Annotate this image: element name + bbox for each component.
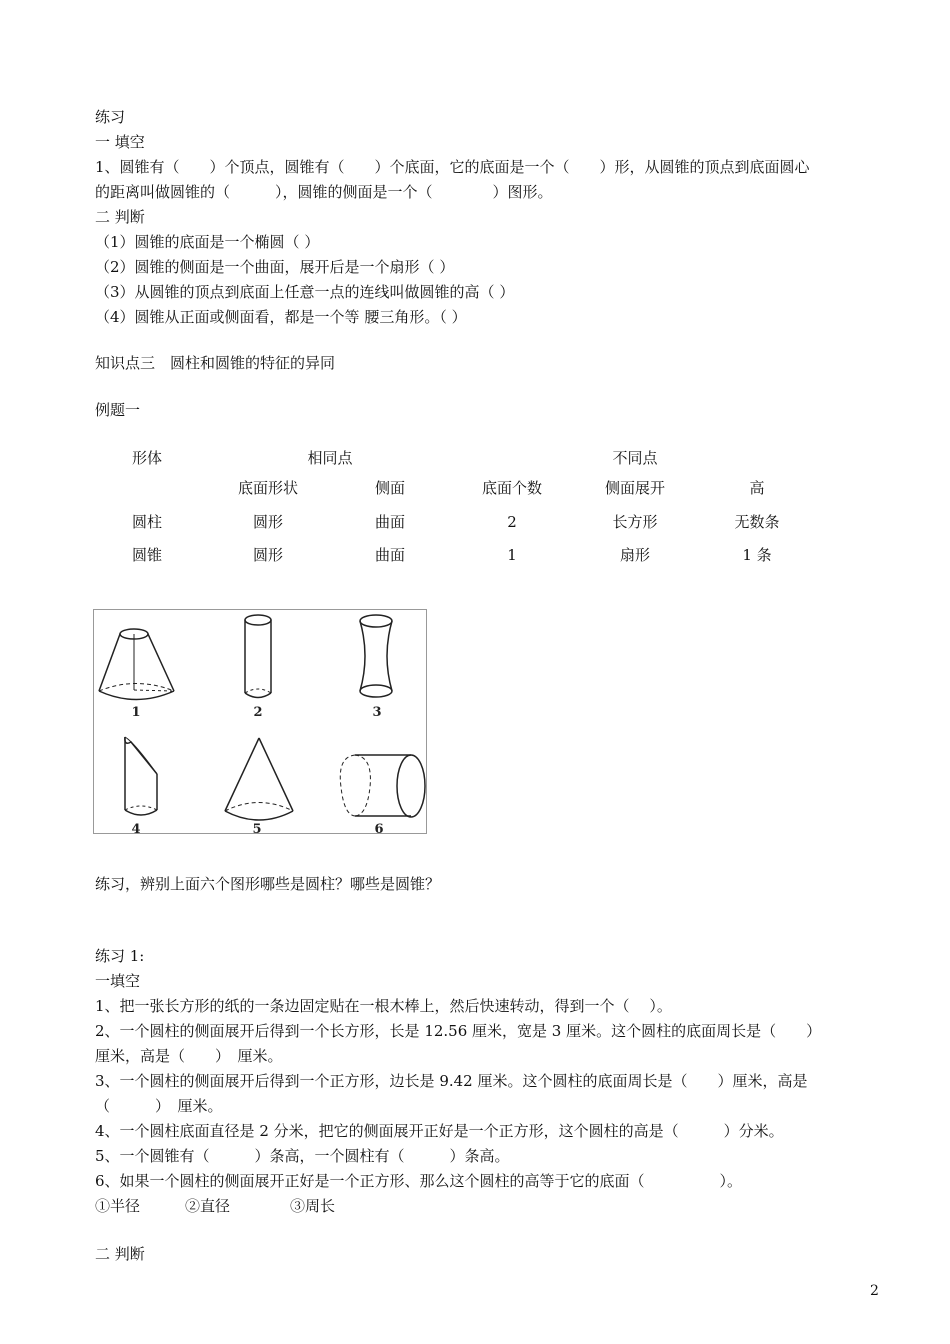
figure-label-6: 6 — [374, 822, 384, 835]
section2-line-6: 4、一个圆柱底面直径是 2 分米，把它的侧面展开正好是一个正方形，这个圆柱的高是（ ）分米。 — [95, 1122, 784, 1140]
table-header-base-shape: 底面形状 — [237, 479, 298, 497]
section2-line-7: 5、一个圆锥有（ ）条高，一个圆柱有（ ）条高。 — [95, 1147, 510, 1165]
table-cell: 圆形 — [252, 513, 283, 531]
horizontal-cylinder-shape — [340, 755, 425, 817]
fill-heading: 一 填空 — [95, 133, 145, 151]
table-row-cylinder-name: 圆柱 — [131, 513, 162, 531]
fill-question-1-line1: 1、圆锥有（ ）个顶点，圆锥有（ ）个底面，它的底面是一个（ ）形，从圆锥的顶点到底面圆心 — [95, 158, 810, 176]
table-cell: 1 — [507, 546, 517, 564]
table-cell: 2 — [507, 513, 517, 531]
slanted-cylinder-shape — [125, 737, 157, 815]
section2-line-1: 1、把一张长方形的纸的一条边固定贴在一根木棒上，然后快速转动，得到一个（ ）。 — [95, 997, 672, 1015]
table-cell: 曲面 — [374, 513, 405, 531]
section1-title: 练习 — [95, 108, 126, 126]
table-group-same: 相同点 — [307, 449, 353, 467]
section2-judge-heading: 二 判断 — [95, 1245, 145, 1263]
figure-label-3: 3 — [372, 705, 382, 720]
table-header-base-count: 底面个数 — [481, 479, 542, 497]
figure-question: 练习，辨别上面六个图形哪些是圆柱？哪些是圆锥？ — [95, 875, 441, 893]
judge-item-3: （3）从圆锥的顶点到底面上任意一点的连线叫做圆锥的高（ ） — [95, 283, 515, 301]
judge-item-1: （1）圆锥的底面是一个椭圆（ ） — [95, 233, 320, 251]
judge-item-2: （2）圆锥的侧面是一个曲面，展开后是一个扇形（ ） — [95, 258, 455, 276]
example-title: 例题一 — [95, 401, 141, 419]
table-header-height: 高 — [749, 479, 765, 497]
judge-heading: 二 判断 — [95, 208, 145, 226]
figure-label-5: 5 — [252, 822, 262, 835]
section2-line-4: 3、一个圆柱的侧面展开后得到一个正方形，边长是 9.42 厘米。这个圆柱的底面周长是（ ）厘米，高是 — [95, 1072, 808, 1090]
table-cell: 1 条 — [742, 546, 772, 564]
frustum-shape — [99, 629, 174, 700]
section2-line-2: 2、一个圆柱的侧面展开后得到一个长方形，长是 12.56 厘米，宽是 3 厘米。这个圆柱的底面周长是（ ） — [95, 1022, 822, 1040]
table-cell: 曲面 — [374, 546, 405, 564]
section2-line-5: （ ） 厘米。 — [95, 1097, 223, 1115]
figure-label-2: 2 — [253, 705, 263, 720]
table-cell: 扇形 — [619, 546, 650, 564]
section2-line-8: 6、如果一个圆柱的侧面展开正好是一个正方形、那么这个圆柱的高等于它的底面（ ）。 — [95, 1172, 743, 1190]
table-header-side: 侧面 — [374, 479, 405, 497]
table-cell: 无数条 — [734, 513, 780, 531]
hourglass-shape — [360, 615, 392, 697]
section2-line-3: 厘米，高是（ ） 厘米。 — [95, 1047, 283, 1065]
table-cell: 长方形 — [612, 513, 658, 531]
judge-item-4: （4）圆锥从正面或侧面看，都是一个等 腰三角形。（ ） — [95, 308, 467, 326]
solids-figure — [93, 609, 427, 834]
page-number: 2 — [870, 1283, 879, 1299]
solids-figure-svg — [94, 610, 428, 835]
figure-label-4: 4 — [131, 822, 141, 835]
fill-question-1-line2: 的距离叫做圆锥的（ ），圆锥的侧面是一个（ ）图形。 — [95, 183, 553, 201]
cone-shape — [225, 738, 293, 820]
knowledge-title: 知识点三 圆柱和圆锥的特征的异同 — [95, 354, 336, 372]
section2-fill-heading: 一填空 — [95, 972, 141, 990]
table-group-diff: 不同点 — [612, 449, 658, 467]
table-cell: 圆形 — [252, 546, 283, 564]
figure-label-1: 1 — [131, 705, 141, 720]
section2-title: 练习 1: — [95, 947, 145, 965]
cylinder-shape — [245, 615, 271, 698]
table-header-unfold: 侧面展开 — [604, 479, 665, 497]
table-col-shape: 形体 — [131, 449, 162, 467]
table-row-cone-name: 圆锥 — [131, 546, 162, 564]
section2-options: ①半径 ②直径 ③周长 — [95, 1197, 336, 1215]
